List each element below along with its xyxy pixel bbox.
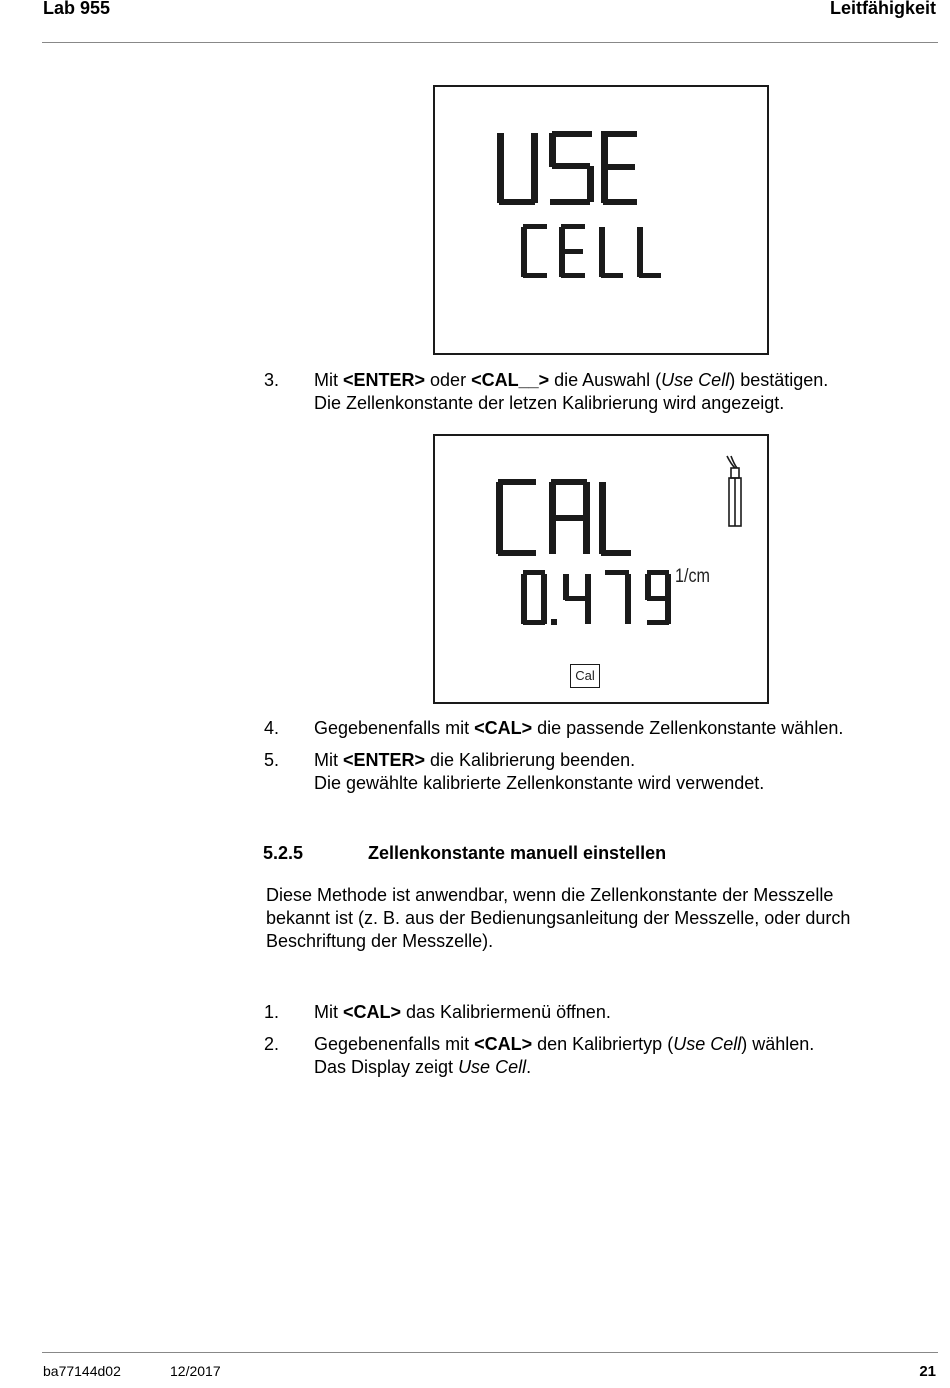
header-chapter-title: Leitfähigkeit bbox=[829, 0, 936, 18]
key-enter: <ENTER> bbox=[343, 750, 426, 770]
lcd-display-cal bbox=[433, 434, 769, 704]
text: Gegebenenfalls mit bbox=[314, 1034, 475, 1054]
step-number: 4. bbox=[264, 718, 280, 738]
text: ) bestätigen. bbox=[729, 370, 829, 390]
lcd-segments-use-cell bbox=[435, 87, 767, 353]
text: die Auswahl ( bbox=[549, 370, 662, 390]
text: die Kalibrierung beenden. bbox=[425, 750, 636, 770]
header-doc-title: Lab 955 bbox=[43, 0, 111, 18]
key-cal: <CAL> bbox=[474, 1034, 533, 1054]
header-rule bbox=[42, 42, 938, 43]
step-number: 3. bbox=[264, 370, 280, 390]
text: Gegebenenfalls mit bbox=[314, 718, 475, 738]
text: Mit bbox=[314, 370, 343, 390]
text: . bbox=[526, 1057, 532, 1077]
step-number: 1. bbox=[264, 1002, 280, 1022]
footer-doc-number: ba77144d02 bbox=[43, 1363, 121, 1379]
text: Mit bbox=[314, 750, 343, 770]
emphasis: Use Cell bbox=[673, 1034, 742, 1054]
step-result-text: Die Zellenkonstante der letzen Kalibrierung wird angezeigt. bbox=[314, 393, 785, 413]
step-text bbox=[314, 717, 843, 740]
probe-icon bbox=[727, 456, 741, 526]
text: die passende Zellenkonstante wählen. bbox=[532, 718, 844, 738]
step-text bbox=[314, 369, 828, 392]
paragraph-line: Beschriftung der Messzelle). bbox=[266, 931, 494, 951]
text: den Kalibriertyp ( bbox=[532, 1034, 674, 1054]
emphasis: Use Cell bbox=[458, 1057, 527, 1077]
step-number: 5. bbox=[264, 750, 280, 770]
lcd-segments-cal bbox=[435, 436, 767, 702]
step-result-text: Die gewählte kalibrierte Zellenkonstante wird verwendet. bbox=[314, 773, 765, 793]
key-enter: <ENTER> bbox=[343, 370, 426, 390]
key-cal: <CAL> bbox=[474, 718, 533, 738]
key-cal: <CAL__> bbox=[471, 370, 550, 390]
page-number: 21 bbox=[919, 1363, 936, 1380]
section-number: 5.2.5 bbox=[263, 843, 304, 863]
step-text bbox=[314, 1033, 814, 1056]
text: Das Display zeigt bbox=[314, 1057, 459, 1077]
footer-rule bbox=[42, 1352, 938, 1353]
emphasis: Use Cell bbox=[661, 370, 730, 390]
text: das Kalibriermenü öffnen. bbox=[401, 1002, 611, 1022]
cal-badge: Cal bbox=[570, 664, 600, 688]
section-title: Zellenkonstante manuell einstellen bbox=[368, 843, 667, 863]
key-cal: <CAL> bbox=[343, 1002, 402, 1022]
paragraph-line: bekannt ist (z. B. aus der Bedienungsanleitung der Messzelle, oder durch bbox=[266, 908, 851, 928]
text: Mit bbox=[314, 1002, 343, 1022]
paragraph-line: Diese Methode ist anwendbar, wenn die Zellenkonstante der Messzelle bbox=[266, 885, 834, 905]
text: ) wählen. bbox=[741, 1034, 815, 1054]
step-result-text bbox=[314, 1056, 531, 1079]
step-text bbox=[314, 749, 635, 772]
lcd-display-use-cell bbox=[433, 85, 769, 355]
footer-date: 12/2017 bbox=[170, 1363, 221, 1379]
step-text bbox=[314, 1001, 611, 1024]
step-number: 2. bbox=[264, 1034, 280, 1054]
text: oder bbox=[425, 370, 472, 390]
unit-label: 1/cm bbox=[675, 566, 711, 587]
